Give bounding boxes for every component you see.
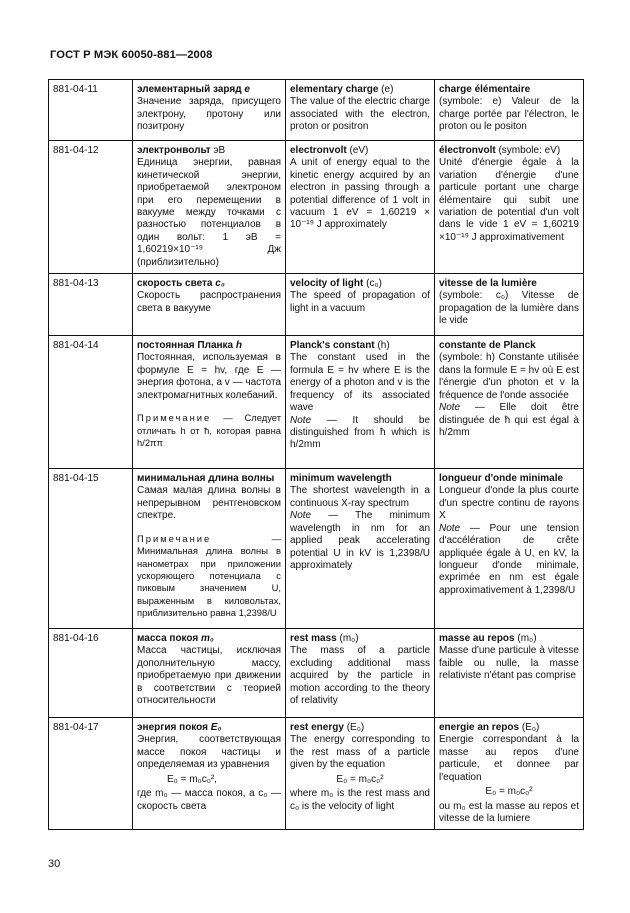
fr-term-line [439,145,579,157]
table-row [49,469,584,629]
fr-cell [435,469,584,629]
ru-note [137,412,281,449]
fr-definition: Longueur d'onde la plus courte d'un spectre continu de rayons X [439,485,579,522]
ru-term-line [137,722,281,734]
ru-after-formula: где m₀ — масса покоя, а c₀ — скорость света [137,788,281,812]
en-symbol: (m₀) [339,633,359,645]
en-definition: The mass of a particle excluding additional mass acquired by the particle in motion according to the theory of relativity [290,645,430,707]
fr-definition: (symbole: c₀) Vitesse de propagation de la lumière dans le vide [439,290,579,327]
en-term: elementary charge [290,84,379,95]
term-number: 881-04-11 [49,80,133,141]
en-term: minimum wavelength [290,473,392,485]
fr-term: longueur d'onde minimale [439,473,564,485]
ru-term: элементарный заряд [137,84,242,95]
en-symbol: (h) [377,340,390,352]
ru-definition: Значение заряда, присущего электрону, протону или позитрону [137,96,281,133]
fr-cell [435,336,584,469]
fr-cell [435,80,584,141]
ru-term: электронвольт [137,145,211,156]
fr-term: électronvolt [439,145,496,156]
en-cell [286,469,435,629]
en-definition: The speed of propagation of light in a vacuum [290,290,430,314]
fr-symbol: (E₀) [521,722,540,734]
en-note [290,415,430,452]
ru-term: скорость света [137,278,213,290]
ru-term-line [137,278,281,290]
fr-term: masse au repos [439,633,515,645]
en-note-label: Note [290,414,312,426]
en-term: rest mass [290,633,337,645]
fr-formula: E₀ = m₀c₀² [485,786,533,798]
en-note-label: Note [290,510,312,522]
fr-term: charge élémentaire [439,84,531,95]
ru-symbol: c₀ [215,278,225,290]
en-formula: E₀ = m₀c₀² [336,773,384,785]
terms-table [48,79,584,830]
en-term-line [290,340,430,352]
page-number: 30 [48,858,61,870]
en-definition: A unit of energy equal to the kinetic energy acquired by an electron in passing through a potential difference of 1 volt in vacuum 1 eV = 1,60219 × 10⁻¹⁹ J approximately [290,157,430,231]
fr-term-line [439,633,579,645]
en-cell [286,718,435,830]
en-term-line [290,278,430,290]
ru-definition: Самая малая длина волны в непрерывном рентгеновском спектре. [137,485,281,522]
en-term: Planck's constant [290,340,375,352]
en-cell [286,141,435,274]
en-note-text: — It should be distinguished from ħ which is h/2mm [290,414,431,451]
table-row [49,629,584,718]
page-header: ГОСТ Р МЭК 60050-881—2008 [50,49,213,61]
ru-formula: E₀ = m₀c₀², [167,773,217,785]
ru-cell [133,629,286,718]
en-term-line [290,84,430,96]
ru-term-line [137,633,281,645]
ru-cell [133,469,286,629]
en-cell [286,80,435,141]
en-term-line [290,145,430,157]
fr-note [439,523,579,597]
fr-definition: Masse d'une particule à vitesse faible ou nulle, la masse relativiste n'étant pas comprise [439,645,579,682]
table-row [49,718,584,830]
ru-cell [133,80,286,141]
ru-term-line [137,84,281,96]
fr-symbol: (m₀) [517,633,537,645]
en-definition: The energy corresponding to the rest mass of a particle given by the equation [290,734,430,771]
en-term-line [290,722,430,734]
fr-note-text: — Pour une tension d'accélération de crête appliquée égale à U, en kV, la longueur d'onde minimale, exprimée en nm est égale approximativement à 1,2398/U [439,522,580,596]
en-cell [286,274,435,336]
table-row [49,336,584,469]
en-definition: The shortest wavelength in a continuous X-ray spectrum [290,485,430,509]
table-row [49,80,584,141]
ru-cell [133,336,286,469]
en-symbol: (E₀) [346,722,365,734]
ru-note-label: Примечание [137,532,212,544]
en-definition: The constant used in the formula E = hv where E is the energy of a photon and v is the frequency of its associated wave [290,352,430,414]
term-number: 881-04-17 [49,718,133,830]
ru-term: минимальная длина волны [137,473,275,485]
en-cell [286,629,435,718]
fr-cell [435,141,584,274]
fr-symbol: (symbole: eV) [498,145,561,156]
en-cell [286,336,435,469]
fr-note-label: Note [439,522,461,534]
ru-term-line [137,145,281,157]
ru-symbol: e [244,84,250,95]
term-number: 881-04-15 [49,469,133,629]
fr-definition: Unité d'énergie égale à la variation d'énergie d'une particule portant une charge élémentaire qui subit une variation de potential d'un volt dans le vide 1 eV = 1,60219 ×10⁻¹⁹ J approximativement [439,157,579,243]
ru-symbol: m₀ [201,633,214,645]
ru-note [137,533,281,620]
table-row [49,274,584,336]
ru-note-text: — Минимальная длина волны в нанометрах при приложении ускоряющего потенциала с пиковым значением U, выраженным в киловольтах, приблизительно равна 1,2398/U [137,532,281,619]
en-term: velocity of light [290,278,364,290]
ru-cell [133,718,286,830]
fr-cell [435,629,584,718]
fr-definition: (symbole: h) Constante utilisée dans la formule E = hv où E est l'énergie d'un photon et v la fréquence de l'onde associée [439,352,579,401]
fr-term: energie an repos [439,722,520,734]
ru-definition: Постоянная, используемая в формуле E = hv, где E — энергия фотона, а v — частота электромагнитных колебаний. [137,352,281,401]
ru-term: масса покоя [137,633,199,645]
ru-cell [133,141,286,274]
term-number: 881-04-13 [49,274,133,336]
en-term: electronvolt [290,145,347,156]
fr-after-formula: ou m₀ est la masse au repos et vitesse de la lumiere [439,800,579,824]
fr-note [439,402,579,439]
en-term: rest energy [290,722,344,734]
ru-cell [133,274,286,336]
en-term-line [290,633,430,645]
table-row [49,141,584,274]
fr-definition: Energie correspondant à la masse au repos d'une particule, et donnee par l'equation [439,734,579,783]
fr-term: constante de Planck [439,340,536,352]
term-number: 881-04-14 [49,336,133,469]
ru-symbol: E₀ [210,722,222,734]
fr-note-text: — Elle doit être distinguée de ħ qui est égal à h/2mm [439,402,579,438]
en-definition: The value of the electric charge associated with the electron, proton or positron [290,96,430,133]
fr-cell [435,274,584,336]
term-number: 881-04-12 [49,141,133,274]
fr-term: vitesse de la lumière [439,278,537,290]
en-symbol: (eV) [349,145,369,156]
en-after-formula: where m₀ is the rest mass and c₀ is the velocity of light [290,788,430,812]
fr-term-line [439,722,579,734]
ru-definition: Единица энергии, равная кинетической энергии, приобретаемой электроном при его перемещении в вакууме между точками с разностью потенциалов в один вольт: 1 эВ = 1,60219×10⁻¹⁹ Дж (приблизительно) [137,157,281,268]
en-symbol: (c₀) [366,278,382,290]
term-number: 881-04-16 [49,629,133,718]
ru-symbol: эВ [213,145,226,156]
en-symbol: (e) [381,84,394,95]
ru-note-label: Примечание [137,412,212,424]
ru-definition: Масса частицы, исключая дополнительную массу, приобретаемую при движении в соответствии с теорией относительности [137,645,281,707]
ru-term: энергия покоя [137,722,208,734]
fr-cell [435,718,584,830]
ru-definition: Скорость распространения света в вакууме [137,290,281,314]
ru-note-text: — Следует отличать h от ħ, которая равна h/2ππ [137,412,281,448]
ru-term: постоянная Планка [137,340,234,352]
ru-symbol: h [235,340,243,352]
ru-term-line [137,340,281,352]
en-note [290,510,430,572]
fr-definition: (symbole: e) Valeur de la charge portée par l'électron, le proton ou le positon [439,96,579,133]
fr-note-label: Note [439,402,461,414]
ru-definition: Энергия, соответствующая массе покоя частицы и определяемая из уравнения [137,734,281,771]
en-note-text: — The minimum wavelength in nm for an applied peak accelerating potential U in kV is 1,2398/U approximately [290,510,430,571]
